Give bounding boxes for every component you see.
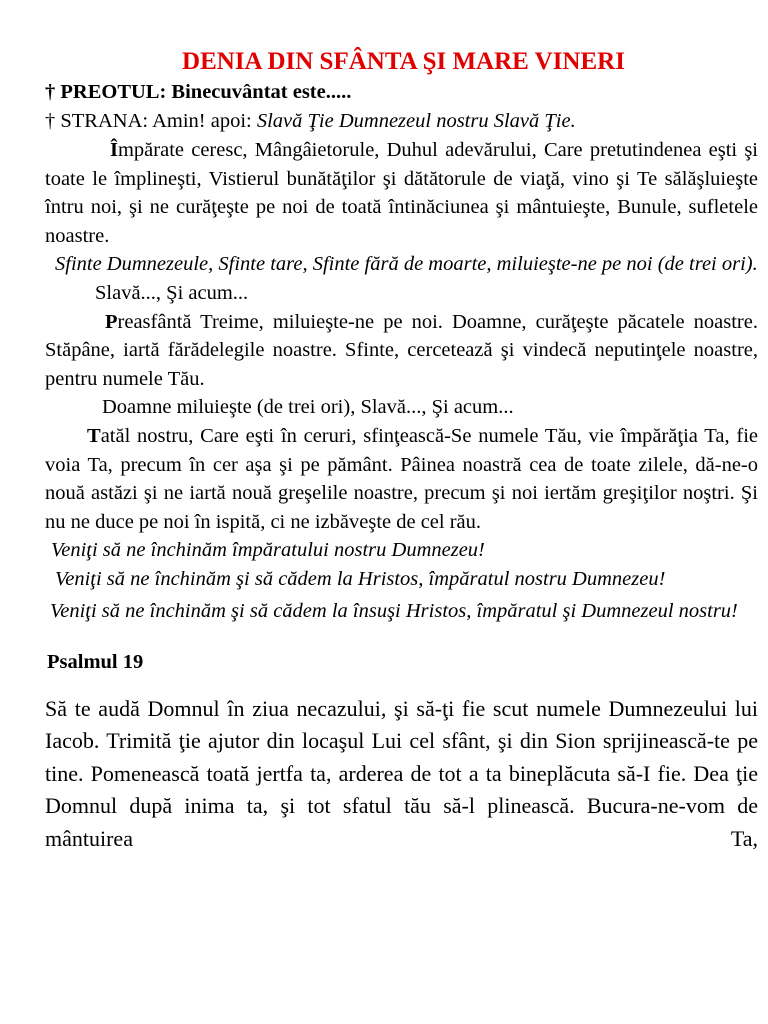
imparate-initial: Î <box>110 139 118 161</box>
preasfanta-text: reasfântă Treime, miluieşte-ne pe noi. Doamne, curăţeşte păcatele noastre. Stăpâne, iartă fărădelegile noastre. Sfinte, cercetează şi vindecă neputinţele noastre, pentru numele Tău. <box>45 310 758 390</box>
tatal-text: atăl nostru, Care eşti în ceruri, sfinţească-Se numele Tău, vie împărăţia Ta, fie voia Ta, precum în cer aşa şi pe pământ. Pâinea noastră cea de toate zilele, dă-ne-o nouă astăzi şi ne iartă nouă greşelile noastre, precum şi noi iertăm greşiţilor noştri. Şi nu ne duce pe noi în ispită, ci ne izbăveşte de cel rău. <box>45 425 758 533</box>
veniti-line-3: Veniţi să ne închinăm şi să cădem la însuşi Hristos, împăratul şi Dumnezeul nostru! <box>50 599 738 622</box>
imparate-text: mpărate ceresc, Mângâietorule, Duhul adevărului, Care pretutindenea eşti şi toate le împlineşti, Vistierul bunătăţilor şi dătătorule de viaţă, vino şi Te sălăşluieşte întru noi, şi ne curăţeşte pe noi de toată întinăciunea şi mântuieşte, Bunule, sufletele noastre. <box>45 139 758 247</box>
preasfanta-initial: P <box>105 310 118 333</box>
strana-prefix: † STRANA: Amin! apoi: <box>45 110 257 132</box>
tatal-paragraph <box>45 422 758 536</box>
strana-response: Slavă Ţie Dumnezeul nostru Slavă Ţie. <box>256 110 576 132</box>
psalm-title: Psalmul 19 <box>47 650 144 673</box>
imparate-paragraph <box>45 136 758 250</box>
sfinte-paragraph: Sfinte Dumnezeule, Sfinte tare, Sfinte fără de moarte, miluieşte-ne pe noi (de trei ori). <box>55 253 758 275</box>
doamne-line: Doamne miluieşte (de trei ori), Slavă..., Şi acum... <box>102 396 514 418</box>
strana-line <box>45 107 758 136</box>
psalm-text: Să te audă Domnul în ziua necazului, şi să-ţi fie scut numele Dumnezeului lui Iacob. Trimită ţie ajutor din locaşul Lui cel sfânt, şi din Sion sprijinească-te pe tine. Pomenească toată jertfa ta, arderea de tot a ta bineplăcuta să-I fie. Dea ţie Domnul după inima ta, şi tot sfatul tău să-l plinească. Bucura-ne-vom de mântuirea Ta, <box>45 695 758 851</box>
slava-line: Slavă..., Şi acum... <box>95 281 249 304</box>
page-title: DENIA DIN SFÂNTA ŞI MARE VINERI <box>182 48 625 75</box>
veniti-line-1: Veniţi să ne închinăm împăratului nostru Dumnezeu! <box>51 539 485 561</box>
tatal-initial: T <box>87 425 101 447</box>
priest-line: † PREOTUL: Binecuvântat este..... <box>45 81 352 103</box>
document-page <box>45 46 758 855</box>
veniti-line-2: Veniţi să ne închinăm şi să cădem la Hristos, împăratul nostru Dumnezeu! <box>55 568 666 590</box>
preasfanta-paragraph <box>45 308 758 394</box>
